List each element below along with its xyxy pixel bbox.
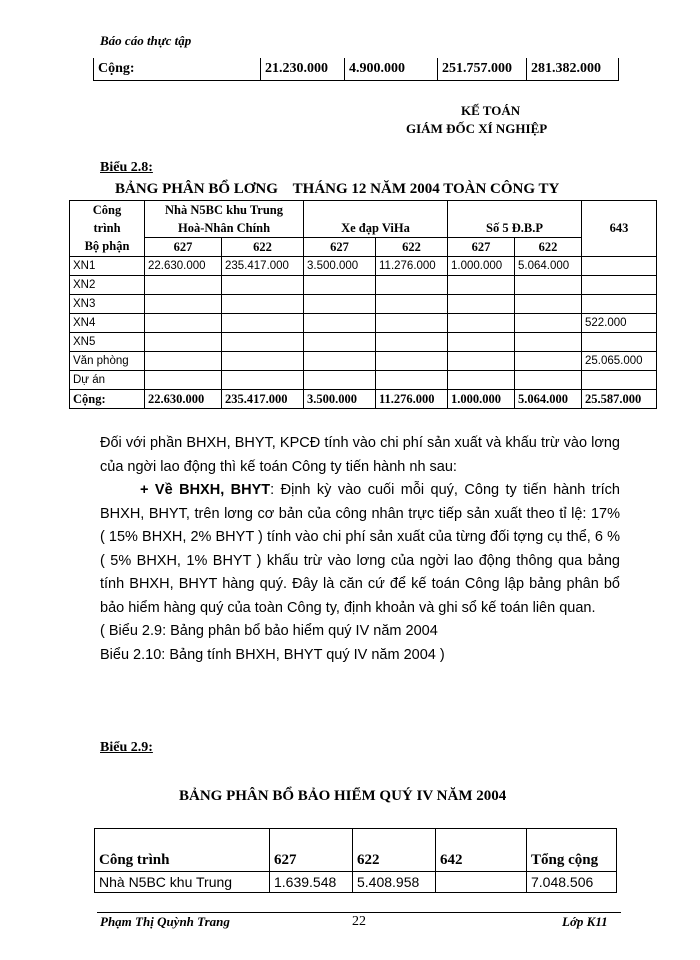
table-cell <box>145 333 222 352</box>
table-cell: 235.417.000 <box>222 257 304 276</box>
table-cell: 235.417.000 <box>222 390 304 409</box>
table-cell <box>515 352 582 371</box>
table-cell <box>448 371 515 390</box>
table-cell: 5.064.000 <box>515 257 582 276</box>
footer-class: Lớp K11 <box>562 914 608 929</box>
table-cell: 1.639.548 <box>270 872 353 893</box>
row-name: XN5 <box>70 333 145 352</box>
table-row <box>70 276 657 295</box>
table-cell <box>222 276 304 295</box>
row-name: XN4 <box>70 314 145 333</box>
table-cell: 251.757.000 <box>438 58 527 81</box>
table-cell <box>582 276 657 295</box>
table-row <box>94 58 619 81</box>
table-cell <box>304 314 376 333</box>
figure-title: BẢNG PHÂN BỔ LƠNG THÁNG 12 NĂM 2004 TOÀN CÔNG TY <box>115 181 560 197</box>
table-cell <box>376 352 448 371</box>
report-header-title: Báo cáo thực tập <box>100 33 192 48</box>
paragraph-text: ( Biểu 2.9: Bảng phân bổ bảo hiểm quý IV năm 2004 <box>100 623 438 639</box>
top-total-table <box>93 58 619 81</box>
table-cell: 5.064.000 <box>515 390 582 409</box>
table-row <box>70 333 657 352</box>
table-header-cell: Xe đạp ViHa <box>304 219 448 238</box>
table-cell <box>582 295 657 314</box>
table-cell: 11.276.000 <box>376 390 448 409</box>
table-cell <box>582 333 657 352</box>
row-name: Dự án <box>70 371 145 390</box>
table-cell <box>145 295 222 314</box>
table-header-cell: 622 <box>222 238 304 257</box>
table-cell <box>515 314 582 333</box>
salary-allocation-table <box>69 200 657 409</box>
table-header-cell: 622 <box>376 238 448 257</box>
table-cell <box>376 314 448 333</box>
table-cell: 25.065.000 <box>582 352 657 371</box>
table-cell: Nhà N5BC khu Trung <box>95 872 270 893</box>
table-cell: 11.276.000 <box>376 257 448 276</box>
table-cell <box>222 352 304 371</box>
table-cell: 7.048.506 <box>527 872 617 893</box>
table-header-cell: 642 <box>436 829 527 872</box>
table-header-row <box>70 238 657 257</box>
table-cell: 5.408.958 <box>353 872 436 893</box>
table-header-row <box>70 219 657 238</box>
table-cell <box>515 295 582 314</box>
row-name: XN3 <box>70 295 145 314</box>
table-cell <box>582 257 657 276</box>
table-cell <box>515 276 582 295</box>
table-header-cell: Tổng cộng <box>527 829 617 872</box>
table-header-cell: trình <box>70 219 145 238</box>
table-cell <box>376 295 448 314</box>
table-cell: 522.000 <box>582 314 657 333</box>
paragraph-bold-lead: + Về BHXH, BHYT <box>140 482 271 498</box>
table-header-cell: Hoà-Nhân Chính <box>145 219 304 238</box>
table-row <box>70 314 657 333</box>
body-paragraph <box>100 432 620 667</box>
table-cell: 22.630.000 <box>145 390 222 409</box>
table-cell: 3.500.000 <box>304 390 376 409</box>
table-total-row <box>70 390 657 409</box>
table-cell <box>448 295 515 314</box>
table-row <box>70 371 657 390</box>
table-header-cell: Công <box>70 201 145 220</box>
table-cell <box>448 352 515 371</box>
table-cell <box>145 371 222 390</box>
table-header-cell: 627 <box>304 238 376 257</box>
footer-divider <box>97 912 621 913</box>
table-cell: 1.000.000 <box>448 390 515 409</box>
figure-label: Biểu 2.8: <box>100 160 153 175</box>
table-cell <box>376 371 448 390</box>
table-row <box>95 872 617 893</box>
table-cell: 22.630.000 <box>145 257 222 276</box>
table-header-cell: 622 <box>353 829 436 872</box>
table-header-cell <box>448 201 582 220</box>
row-name: Cộng: <box>70 390 145 409</box>
page-number: 22 <box>352 914 366 929</box>
table-cell <box>304 295 376 314</box>
row-name: Văn phòng <box>70 352 145 371</box>
table-header-cell: 622 <box>515 238 582 257</box>
table-header-cell: 643 <box>582 201 657 257</box>
insurance-allocation-table <box>94 828 617 893</box>
table-header-row <box>95 829 617 872</box>
signature-accountant: KẾ TOÁN <box>461 103 521 118</box>
table-cell: 281.382.000 <box>527 58 619 81</box>
table-cell <box>222 295 304 314</box>
table-cell <box>515 333 582 352</box>
table-row <box>70 352 657 371</box>
table-cell <box>448 276 515 295</box>
table-cell <box>376 276 448 295</box>
footer-author: Phạm Thị Quỳnh Trang <box>100 914 230 929</box>
table-header-cell: 627 <box>270 829 353 872</box>
table-cell <box>304 333 376 352</box>
table-header-cell: Nhà N5BC khu Trung <box>145 201 304 220</box>
total-label: Cộng: <box>94 58 261 81</box>
table-cell <box>145 276 222 295</box>
table-cell <box>448 333 515 352</box>
table-header-cell: Bộ phận <box>70 238 145 257</box>
table-header-cell: 627 <box>145 238 222 257</box>
figure-label: Biểu 2.9: <box>100 740 153 755</box>
table-cell: 1.000.000 <box>448 257 515 276</box>
paragraph-text-rest: : Định kỳ vào cuối mỗi quý, Công ty tiến hành trích BHXH, BHYT, trên lơng cơ bản của công nhân trực tiếp sản xuất theo tỉ lệ: 17% ( 15% BHXH, 2% BHYT ) tính vào chi phí sản xuất của từng đối tợng cụ thể, 6 % ( 5% BHXH, 1% BHYT ) khấu trừ vào lơng của ngời lao động thông qua bảng tính BHXH, BHYT hàng quý. Đây là căn cứ để kế toán Công lập bảng phân bổ bảo hiểm hàng quý của toàn Công ty, định khoản và ghi sổ kế toán liên quan. <box>100 482 621 616</box>
table-cell <box>304 371 376 390</box>
table-header-row <box>70 201 657 220</box>
table-cell <box>304 276 376 295</box>
figure-title: BẢNG PHÂN BỔ BẢO HIỂM QUÝ IV NĂM 2004 <box>179 788 507 804</box>
table-header-cell <box>304 201 448 220</box>
table-header-cell: Công trình <box>95 829 270 872</box>
table-cell: 21.230.000 <box>261 58 345 81</box>
paragraph-text: Đối với phần BHXH, BHYT, KPCĐ tính vào chi phí sản xuất và khấu trừ vào lơng của ngời lao động thì kế toán Công ty tiến hành nh sau: <box>100 435 620 475</box>
table-cell: 3.500.000 <box>304 257 376 276</box>
table-header-cell: Số 5 Đ.B.P <box>448 219 582 238</box>
table-cell: 25.587.000 <box>582 390 657 409</box>
table-cell: 4.900.000 <box>345 58 438 81</box>
row-name: XN1 <box>70 257 145 276</box>
table-cell <box>582 371 657 390</box>
table-cell <box>145 314 222 333</box>
table-cell <box>222 314 304 333</box>
table-row <box>70 257 657 276</box>
table-cell <box>304 352 376 371</box>
table-cell <box>376 333 448 352</box>
row-name: XN2 <box>70 276 145 295</box>
table-cell <box>436 872 527 893</box>
paragraph-text: Biểu 2.10: Bảng tính BHXH, BHYT quý IV năm 2004 ) <box>100 646 445 663</box>
paragraph-text <box>100 479 620 620</box>
table-header-cell: 627 <box>448 238 515 257</box>
table-cell <box>222 371 304 390</box>
table-cell <box>448 314 515 333</box>
signature-director: GIÁM ĐỐC XÍ NGHIỆP <box>406 121 548 136</box>
table-cell <box>145 352 222 371</box>
table-cell <box>222 333 304 352</box>
table-cell <box>515 371 582 390</box>
table-row <box>70 295 657 314</box>
